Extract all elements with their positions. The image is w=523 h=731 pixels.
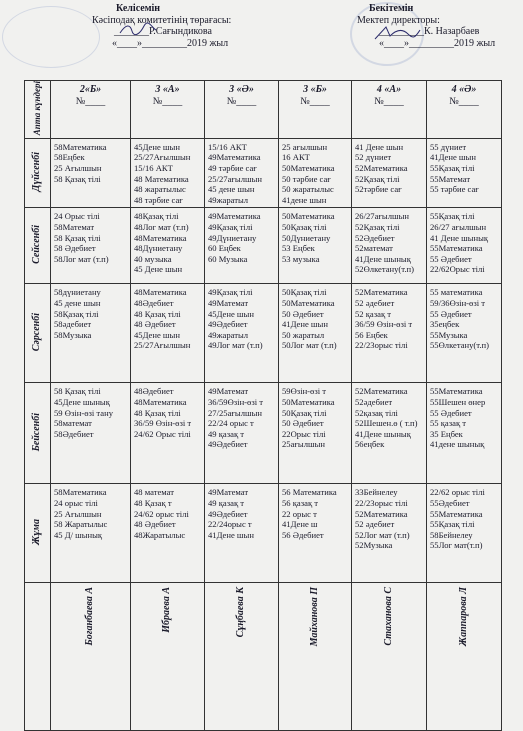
- lesson-entry: 50Лог мат (т.п): [282, 340, 337, 351]
- lesson-entry: 52Әдебиет: [355, 232, 395, 243]
- lesson-entry: 41Дене шынық: [355, 428, 411, 439]
- lesson-entry: 27/25ағылшын: [208, 407, 262, 418]
- lesson-entry: 52Математика: [355, 386, 408, 397]
- day-row-1: [25, 208, 502, 284]
- lesson-cell: [352, 383, 427, 484]
- lesson-entry: 49Математ: [208, 298, 249, 309]
- lesson-entry: 55Математика: [430, 386, 483, 397]
- lesson-cell: [279, 484, 352, 583]
- lesson-entry: 45Дене шын: [134, 329, 180, 340]
- lesson-entry: 50Математика: [282, 163, 335, 174]
- approval-right-line3: «____»_________2019 жыл: [379, 37, 496, 49]
- lesson-cell: [51, 138, 131, 208]
- day-row-0: [25, 138, 502, 208]
- teacher-name: Сұңбаева К: [235, 587, 247, 638]
- lesson-entry: 48Математика: [134, 397, 187, 408]
- lesson-entry: 55Музыка: [430, 329, 468, 340]
- lesson-entry: 24 орыс тілі: [54, 498, 98, 509]
- lesson-entry: 48 математ: [134, 487, 175, 498]
- lesson-entry: 58 Әдебиет: [54, 243, 96, 254]
- lesson-cell: [427, 208, 502, 284]
- lesson-entry: 25 ағылшын: [282, 141, 328, 152]
- lesson-entry: 48Лог мат (т.п): [134, 222, 189, 233]
- lesson-entry: 55 Әдебиет: [430, 407, 472, 418]
- lesson-entry: 48 Әдебиет: [134, 519, 176, 530]
- day-label-cell: [25, 484, 51, 583]
- lesson-entry: 58 Қазақ тілі: [54, 386, 101, 397]
- lesson-entry: 55Қазақ тілі: [430, 163, 475, 174]
- col-sub: №____: [300, 95, 330, 107]
- lesson-entry: 49Қазақ тілі: [208, 287, 253, 298]
- day-name: Сейсенбі: [31, 225, 43, 265]
- lesson-entry: 35еңбек: [430, 319, 460, 330]
- lesson-entry: 52Музыка: [355, 540, 393, 551]
- lesson-entry: 48 Қазақ тілі: [134, 407, 181, 418]
- lesson-entry: 50 Әдебиет: [282, 418, 324, 429]
- lesson-cell: [352, 284, 427, 383]
- lesson-entry: 52математ: [355, 243, 393, 254]
- day-label-cell: [25, 138, 51, 208]
- lesson-entry: 55Әдебиет: [430, 498, 470, 509]
- lesson-cell: [51, 383, 131, 484]
- lesson-entry: 45 дене шын: [54, 298, 101, 309]
- col-label: 3 «Ә»: [229, 84, 254, 95]
- lesson-entry: 56 Әдебиет: [282, 529, 324, 540]
- lesson-cell: [352, 138, 427, 208]
- lesson-entry: 24/62 орыс тілі: [134, 508, 189, 519]
- lesson-entry: 50Математика: [282, 211, 335, 222]
- approval-left-line1: Кәсіподақ комитетінің төрағасы:: [92, 14, 232, 26]
- lesson-cell: [279, 284, 352, 383]
- lesson-entry: 36/59Өзін-өзі т: [208, 397, 264, 408]
- lesson-entry: 60 Музыка: [208, 253, 248, 264]
- col-label: 3 «Б»: [303, 84, 327, 95]
- lesson-entry: 45 Дене шын: [134, 264, 183, 275]
- lesson-entry: 52 әдебиет: [355, 298, 395, 309]
- teacher-name: Стаханова С: [382, 587, 394, 647]
- lesson-entry: 58Математика: [54, 141, 107, 152]
- lesson-entry: 25/27Ағылшын: [134, 152, 191, 163]
- lesson-entry: 50Қазақ тілі: [282, 287, 327, 298]
- lesson-entry: 52Математика: [355, 508, 408, 519]
- lesson-cell: [352, 484, 427, 583]
- lesson-entry: 16 АКТ: [282, 152, 310, 163]
- lesson-entry: 25/27Ағылшын: [134, 340, 191, 351]
- lesson-entry: 26/27 ағылшын: [430, 222, 487, 233]
- day-name: Сәрсенбі: [31, 313, 43, 352]
- teacher-1: [131, 583, 205, 731]
- approval-left-line3: «____»_________2019 жыл: [112, 37, 229, 49]
- lesson-entry: 48 Әдебиет: [134, 319, 176, 330]
- col-sub: №____: [75, 95, 106, 107]
- lesson-entry: 50Қазақ тілі: [282, 407, 327, 418]
- lesson-entry: 49 қазақ т: [208, 428, 245, 439]
- teacher-name: Майханова П: [308, 587, 320, 647]
- teacher-4: [352, 583, 427, 731]
- lesson-entry: 48 тәрбие сағ: [134, 194, 183, 205]
- lesson-cell: [205, 383, 279, 484]
- lesson-entry: 33Бейнелеу: [355, 487, 398, 498]
- lesson-entry: 40 музыка: [134, 253, 172, 264]
- lesson-entry: 55Өлкетану(т.п): [430, 340, 490, 351]
- lesson-entry: 55Математ: [430, 173, 471, 184]
- lesson-entry: 49Әдебиет: [208, 319, 248, 330]
- lesson-cell: [279, 208, 352, 284]
- lesson-entry: 22/24 орыс т: [208, 418, 254, 429]
- col-head-1: [131, 81, 205, 139]
- lesson-cell: [427, 138, 502, 208]
- approval-left-line2: _______Р.Сағындикова: [114, 26, 212, 37]
- lesson-entry: 45 дене шын: [208, 184, 255, 195]
- lesson-entry: 52Математика: [355, 163, 408, 174]
- lesson-entry: 52Шешен.ө ( т.п): [355, 418, 418, 429]
- lesson-entry: 22/23орыс тілі: [355, 340, 408, 351]
- lesson-cell: [427, 383, 502, 484]
- lesson-entry: 49Математика: [208, 211, 261, 222]
- lesson-entry: 49жаратыл: [208, 329, 249, 340]
- lesson-entry: 25ағылшын: [282, 439, 325, 450]
- lesson-entry: 52 дүниет: [355, 152, 392, 163]
- lesson-entry: 45Дене шын: [208, 308, 254, 319]
- lesson-entry: 55 Әдебиет: [430, 308, 472, 319]
- lesson-cell: [51, 284, 131, 383]
- lesson-entry: 49Лог мат (т.п): [208, 340, 263, 351]
- lesson-entry: 58 Қазақ тілі: [54, 232, 101, 243]
- lesson-entry: 49Дүниетану: [208, 232, 257, 243]
- lesson-entry: 50 Әдебиет: [282, 308, 324, 319]
- teacher-5: [427, 583, 502, 731]
- approval-right: [357, 3, 517, 49]
- lesson-entry: 58Математ: [54, 222, 95, 233]
- lesson-entry: 58Музыка: [54, 329, 92, 340]
- lesson-entry: 22 орыс т: [282, 508, 317, 519]
- lesson-entry: 58Қазақ тілі: [54, 308, 99, 319]
- col-label: 3 «А»: [155, 84, 180, 95]
- lesson-entry: 53 музыка: [282, 253, 320, 264]
- lesson-entry: 45 Д/ шынық: [54, 529, 103, 540]
- col-sub: №____: [449, 95, 479, 107]
- teacher-3: [279, 583, 352, 731]
- lesson-entry: 58Еңбек: [54, 152, 85, 163]
- lesson-entry: 55 тәрбие сағ: [430, 184, 479, 195]
- lesson-entry: 41Дене шын: [430, 152, 476, 163]
- lesson-entry: 49Математика: [208, 152, 261, 163]
- lesson-entry: 52Қазақ тілі: [355, 222, 400, 233]
- lesson-entry: 48 Қазақ т: [134, 498, 172, 509]
- day-row-3: [25, 383, 502, 484]
- approval-right-title: Бекітемін: [369, 3, 414, 14]
- lesson-entry: 49Математ: [208, 487, 249, 498]
- lesson-entry: 59Өзін-өзі т: [282, 386, 327, 397]
- lesson-entry: 55Лог мат(т.п): [430, 540, 483, 551]
- lesson-entry: 50Дүниетану: [282, 232, 331, 243]
- lesson-entry: 48 Қазақ тілі: [134, 308, 181, 319]
- teacher-name: Боғанбаева А: [84, 587, 96, 647]
- lesson-entry: 52тәрбие сағ: [355, 184, 402, 195]
- lesson-entry: 52 әдебиет: [355, 519, 395, 530]
- lesson-cell: [427, 284, 502, 383]
- lesson-entry: 35 Еңбек: [430, 428, 463, 439]
- corner-cell: [25, 81, 51, 139]
- lesson-entry: 56еңбек: [355, 439, 385, 450]
- col-head-4: [352, 81, 427, 139]
- lesson-entry: 25 Ағылшын: [54, 508, 102, 519]
- lesson-entry: 55 қазақ т: [430, 418, 467, 429]
- col-sub: №____: [226, 95, 257, 107]
- lesson-cell: [131, 484, 205, 583]
- lesson-entry: 49Математ: [208, 386, 249, 397]
- lesson-entry: 55Математика: [430, 508, 483, 519]
- col-label: 4 «А»: [376, 84, 402, 95]
- lesson-entry: 52Өлкетану(т.п): [355, 264, 415, 275]
- lesson-cell: [131, 284, 205, 383]
- lesson-entry: 22/24орыс т: [208, 519, 252, 530]
- lesson-cell: [131, 138, 205, 208]
- lesson-entry: 58дүниетану: [54, 287, 101, 298]
- lesson-entry: 25 Ағылшын: [54, 163, 102, 174]
- lesson-entry: 58математ: [54, 418, 92, 429]
- lesson-entry: 50 жаратыл: [282, 329, 325, 340]
- approval-left: [92, 3, 272, 49]
- lesson-entry: 41Дене шын: [208, 529, 254, 540]
- lesson-entry: 22Орыс тілі: [282, 428, 326, 439]
- lesson-entry: 48Дүниетану: [134, 243, 183, 254]
- lesson-entry: 22/62 орыс тілі: [430, 487, 485, 498]
- schedule-table: [24, 80, 502, 731]
- lesson-entry: 52қазақ тілі: [355, 407, 398, 418]
- col-sub: №____: [152, 95, 183, 107]
- teacher-2: [205, 583, 279, 731]
- lesson-cell: [279, 138, 352, 208]
- lesson-entry: 59 Өзін-өзі тану: [54, 407, 113, 418]
- lesson-entry: 58 Қазақ тілі: [54, 173, 101, 184]
- lesson-entry: 41Дене шынық: [355, 253, 411, 264]
- lesson-entry: 48Әдебиет: [134, 386, 174, 397]
- lesson-entry: 48Қазақ тілі: [134, 211, 179, 222]
- lesson-cell: [205, 484, 279, 583]
- lesson-entry: 50 жаратылыс: [282, 184, 334, 195]
- lesson-cell: [131, 383, 205, 484]
- approval-left-title: Келісемін: [116, 3, 161, 14]
- day-name: Дүйсенбі: [31, 152, 43, 192]
- lesson-entry: 55Математика: [430, 243, 483, 254]
- lesson-cell: [427, 484, 502, 583]
- day-label-cell: [25, 383, 51, 484]
- lesson-entry: 52Математика: [355, 287, 408, 298]
- col-label: 4 «Ә»: [451, 84, 477, 95]
- lesson-cell: [51, 208, 131, 284]
- lesson-entry: 48Әдебиет: [134, 298, 174, 309]
- lesson-entry: 45Дене шын: [134, 141, 180, 152]
- approval-right-line1: Мектеп директоры:: [357, 14, 440, 26]
- lesson-entry: 24/62 Орыс тілі: [134, 428, 191, 439]
- lesson-entry: 58Математика: [54, 487, 107, 498]
- lesson-entry: 49жаратыл: [208, 194, 249, 205]
- lesson-entry: 55 математика: [430, 287, 483, 298]
- lesson-entry: 52Лог мат (т.п): [355, 529, 410, 540]
- col-head-5: [427, 81, 502, 139]
- lesson-entry: 26/27ағылшын: [355, 211, 409, 222]
- header-row: [25, 81, 502, 139]
- day-label-cell: [25, 208, 51, 284]
- day-row-2: [25, 284, 502, 383]
- lesson-entry: 55Қазақ тілі: [430, 211, 475, 222]
- lesson-entry: 50Қазақ тілі: [282, 222, 327, 233]
- lesson-cell: [352, 208, 427, 284]
- lesson-entry: 49Әдебиет: [208, 439, 248, 450]
- lesson-entry: 41дене шын: [282, 194, 327, 205]
- approval-right-line2: _________К. Назарбаев: [379, 26, 480, 37]
- lesson-entry: 41 Дене шын: [355, 141, 404, 152]
- lesson-entry: 49 тәрбие сағ: [208, 163, 257, 174]
- day-name: Жұма: [31, 519, 43, 546]
- lesson-entry: 22/23орыс тілі: [355, 498, 408, 509]
- lesson-entry: 41дене шынық: [430, 439, 485, 450]
- lesson-entry: 41Дене шын: [282, 319, 328, 330]
- lesson-entry: 58 Жаратылыс: [54, 519, 108, 530]
- lesson-entry: 56 Еңбек: [355, 329, 388, 340]
- lesson-cell: [205, 208, 279, 284]
- lesson-entry: 58Әдебиет: [54, 428, 94, 439]
- lesson-entry: 41 Дене шынық: [430, 232, 489, 243]
- day-name: Бейсенбі: [31, 412, 43, 452]
- lesson-entry: 48Математика: [134, 287, 187, 298]
- lesson-entry: 48Математика: [134, 232, 187, 243]
- col-head-0: [51, 81, 131, 139]
- day-label-cell: [25, 284, 51, 383]
- lesson-entry: 41Дене ш: [282, 519, 318, 530]
- lesson-entry: 56 қазақ т: [282, 498, 319, 509]
- lesson-entry: 49 қазақ т: [208, 498, 245, 509]
- lesson-entry: 52әдебиет: [355, 397, 393, 408]
- lesson-entry: 56 Математика: [282, 487, 337, 498]
- lesson-entry: 52 қазақ т: [355, 308, 392, 319]
- lesson-entry: 50 тәрбие сағ: [282, 173, 331, 184]
- lesson-entry: 15/16 АКТ: [208, 141, 247, 152]
- col-label: 2«Б»: [79, 84, 102, 95]
- lesson-entry: 25/27ағылшын: [208, 173, 262, 184]
- lesson-entry: 50Математика: [282, 298, 335, 309]
- lesson-entry: 53 Еңбек: [282, 243, 315, 254]
- lesson-entry: 60 Еңбек: [208, 243, 241, 254]
- col-sub: №____: [374, 95, 404, 107]
- teacher-name: Жаппарова Л: [457, 587, 469, 647]
- lesson-entry: 55 дүниет: [430, 141, 467, 152]
- lesson-entry: 36/59 Өзін-өзі т: [134, 418, 192, 429]
- day-row-4: [25, 484, 502, 583]
- lesson-entry: 49Қазақ тілі: [208, 222, 253, 233]
- lesson-entry: 55Шешен өнер: [430, 397, 486, 408]
- lesson-entry: 22/62Орыс тілі: [430, 264, 485, 275]
- lesson-entry: 45Дене шынық: [54, 397, 110, 408]
- lesson-entry: 58әдебиет: [54, 319, 92, 330]
- lesson-entry: 49Әдебиет: [208, 508, 248, 519]
- lesson-entry: 58Бейнелеу: [430, 529, 473, 540]
- stamp-left: [2, 6, 100, 68]
- lesson-entry: 48 Математика: [134, 173, 189, 184]
- lesson-entry: 36/59 Өзін-өзі т: [355, 319, 413, 330]
- lesson-entry: 55Қазақ тілі: [430, 519, 475, 530]
- col-head-3: [279, 81, 352, 139]
- lesson-cell: [205, 284, 279, 383]
- teacher-row: [25, 583, 502, 731]
- corner-label: Апта күндері: [32, 81, 43, 136]
- teacher-blank: [25, 583, 51, 731]
- lesson-entry: 48Жаратылыс: [134, 529, 186, 540]
- lesson-entry: 24 Орыс тілі: [54, 211, 100, 222]
- lesson-cell: [205, 138, 279, 208]
- lesson-entry: 52Қазақ тілі: [355, 173, 400, 184]
- lesson-entry: 15/16 АКТ: [134, 163, 173, 174]
- lesson-entry: 50Математика: [282, 397, 335, 408]
- col-head-2: [205, 81, 279, 139]
- lesson-cell: [279, 383, 352, 484]
- teacher-0: [51, 583, 131, 731]
- lesson-entry: 48 жаратылыс: [134, 184, 186, 195]
- lesson-cell: [131, 208, 205, 284]
- lesson-entry: 58Лог мат (т.п): [54, 253, 109, 264]
- lesson-entry: 59/36Өзін-өзі т: [430, 298, 486, 309]
- lesson-entry: 55 Әдебиет: [430, 253, 472, 264]
- teacher-name: Ибраева А: [161, 587, 173, 634]
- lesson-cell: [51, 484, 131, 583]
